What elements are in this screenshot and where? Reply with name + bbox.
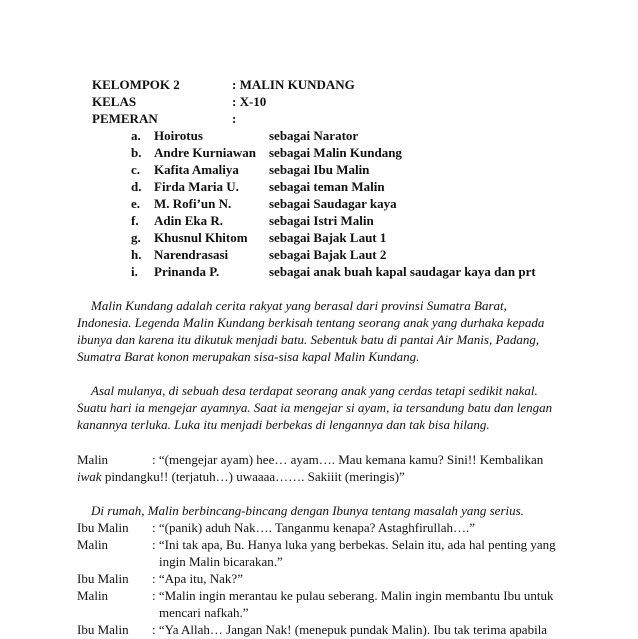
cast-name: Khusnul Khitom <box>154 230 248 245</box>
dialog-speaker: Ibu Malin <box>77 622 129 637</box>
dialog-block <box>77 451 557 485</box>
intro-line: ibunya dan karena itu dikutuk menjadi batu. Sebentuk batu di pantai Air Manis, Padang, <box>77 332 540 347</box>
cast-name: Andre Kurniawan <box>154 145 256 160</box>
cast-role: sebagai Saudagar kaya <box>269 196 397 211</box>
intro-line: Indonesia. Legenda Malin Kundang berkisah tentang seorang anak yang durhaka kepada <box>77 315 545 330</box>
cast-letter: d. <box>131 179 142 194</box>
cast-name: Hoirotus <box>154 128 203 143</box>
cast-letter: h. <box>131 247 142 262</box>
intro-paragraph <box>77 297 547 365</box>
story-line: kanannya terluka. Luka itu menjadi berbekas di lengannya dan tak bisa hilang. <box>77 417 490 432</box>
class-label: KELAS <box>92 94 137 109</box>
cast-role: sebagai Ibu Malin <box>269 162 370 177</box>
dialog-text-rest: pindangku!! (terjatuh…) uwaaaa……. Sakiiit (meringis)” <box>101 469 405 484</box>
dialog-speaker: Ibu Malin <box>77 520 129 535</box>
scene-description <box>77 502 547 519</box>
intro-line: Malin Kundang adalah cerita rakyat yang berasal dari provinsi Sumatra Barat, <box>91 298 507 313</box>
dialog-speaker: Ibu Malin <box>77 571 129 586</box>
intro-line: Sumatra Barat konon merupakan sisa-sisa kapal Malin Kundang. <box>77 349 420 364</box>
cast-label: PEMERAN <box>92 111 158 126</box>
group-label: KELOMPOK 2 <box>92 77 180 92</box>
cast-letter: a. <box>131 128 141 143</box>
dialog-text: : “Ini tak apa, Bu. Hanya luka yang berbekas. Selain itu, ada hal penting yang <box>152 537 556 552</box>
cast-value: : <box>232 111 237 126</box>
cast-letter: e. <box>131 196 141 211</box>
cast-letter: c. <box>131 162 141 177</box>
dialog-text: : “Ya Allah… Jangan Nak! (menepuk pundak Malin). Ibu tak terima apabila <box>152 622 548 637</box>
dialog-italic-word: iwak <box>77 469 102 484</box>
dialog-speaker: Malin <box>77 452 109 467</box>
dialog-text: : “Apa itu, Nak?” <box>152 571 243 586</box>
dialog-speaker: Malin <box>77 537 109 552</box>
class-value: : X-10 <box>232 94 267 109</box>
cast-name: Firda Maria U. <box>154 179 239 194</box>
dialog-speaker: Malin <box>77 588 109 603</box>
dialog-text: : “(mengejar ayam) hee… ayam…. Mau kemana kamu? Sini!! Kembalikan <box>152 452 544 467</box>
cast-role: sebagai Istri Malin <box>269 213 374 228</box>
dialog-text-continued <box>77 468 405 485</box>
group-value: : MALIN KUNDANG <box>232 77 355 92</box>
dialog-text: : “Malin ingin merantau ke pulau seberang. Malin ingin membantu Ibu untuk <box>152 588 554 603</box>
cast-name: Prinanda P. <box>154 264 220 279</box>
cast-role: sebagai Bajak Laut 2 <box>269 247 387 262</box>
story-line: Suatu hari ia mengejar ayamnya. Saat ia mengejar si ayam, ia tersandung batu dan lengan <box>77 400 553 415</box>
story-line: Asal mulanya, di sebuah desa terdapat seorang anak yang cerdas tetapi sedikit nakal. <box>91 383 538 398</box>
story-paragraph <box>77 382 553 433</box>
dialog-block <box>77 519 557 639</box>
dialog-text: : “(panik) aduh Nak…. Tanganmu kenapa? Astaghfirullah….” <box>152 520 476 535</box>
cast-name: M. Rofi’un N. <box>154 196 232 211</box>
scene-line: Di rumah, Malin berbincang-bincang dengan Ibunya tentang masalah yang serius. <box>91 503 524 518</box>
cast-letter: i. <box>131 264 138 279</box>
cast-name: Narendrasasi <box>154 247 229 262</box>
cast-letter: f. <box>131 213 139 228</box>
dialog-text: mencari nafkah.” <box>159 605 249 620</box>
cast-role: sebagai Malin Kundang <box>269 145 402 160</box>
cast-letter: g. <box>131 230 141 245</box>
cast-letter: b. <box>131 145 142 160</box>
cast-role: sebagai Bajak Laut 1 <box>269 230 387 245</box>
cast-role: sebagai teman Malin <box>269 179 385 194</box>
dialog-text: ingin Malin bicarakan.” <box>159 554 283 569</box>
cast-role: sebagai anak buah kapal saudagar kaya dan prt <box>269 264 536 279</box>
cast-name: Adin Eka R. <box>154 213 223 228</box>
cast-name: Kafita Amaliya <box>154 162 239 177</box>
cast-role: sebagai Narator <box>269 128 359 143</box>
